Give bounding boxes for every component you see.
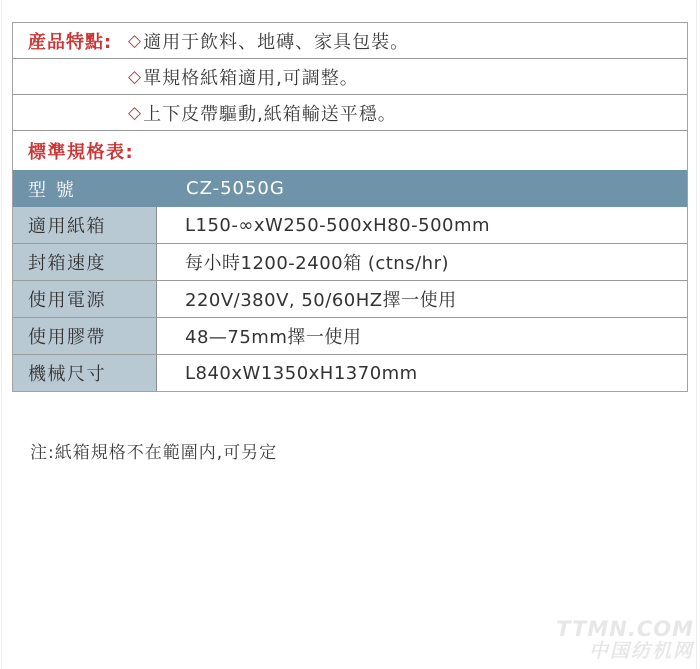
- table-row: [13, 281, 687, 318]
- diamond-bullet-icon: ◇: [128, 102, 142, 123]
- table-row: [13, 207, 687, 244]
- diamond-bullet-icon: ◇: [128, 30, 142, 51]
- model-header-label: 型 號: [28, 179, 76, 201]
- spec-row-value: L150-∞xW250-500xH80-500mm: [185, 214, 491, 236]
- watermark: [556, 617, 694, 663]
- spec-row-value: L840xW1350xH1370mm: [185, 362, 418, 384]
- spec-table: [13, 170, 687, 391]
- feature-text-3: 上下皮帶驅動,紙箱輸送平穩。: [143, 103, 397, 125]
- feature-text-1: 適用于飲料、地磚、家具包裝。: [143, 31, 410, 53]
- spec-heading-row: [13, 131, 687, 170]
- feature-row-2: [13, 59, 687, 95]
- page-edge-line-left: [1, 0, 2, 669]
- spec-row-value: 220V/380V, 50/60HZ擇一使用: [185, 290, 457, 311]
- spec-sheet: [12, 22, 688, 392]
- feature-text-2: 單規格紙箱適用,可調整。: [143, 67, 359, 89]
- spec-table-heading: 標準規格表:: [28, 141, 135, 163]
- table-row: [13, 318, 687, 355]
- spec-row-label: 使用膠帶: [13, 318, 157, 354]
- page-edge-line-right: [696, 0, 697, 669]
- spec-row-value: 每小時1200-2400箱 (ctns/hr): [185, 253, 449, 274]
- table-row: [13, 355, 687, 391]
- spec-row-value: 48—75mm擇一使用: [185, 327, 362, 348]
- spec-row-label: 使用電源: [13, 281, 157, 317]
- note-text: 注:紙箱規格不在範圍内,可另定: [30, 443, 278, 463]
- spec-table-header-row: [13, 170, 687, 207]
- diamond-bullet-icon: ◇: [128, 66, 142, 87]
- model-header-value: CZ-5050G: [186, 178, 285, 199]
- spec-row-label: 封箱速度: [13, 244, 157, 280]
- features-heading: 産品特點:: [28, 31, 113, 53]
- table-row: [13, 244, 687, 281]
- spec-row-label: 適用紙箱: [13, 207, 157, 243]
- feature-row-1: [13, 23, 687, 59]
- watermark-line2: 中国纺机网: [588, 640, 694, 663]
- feature-row-3: [13, 95, 687, 131]
- spec-row-label: 機械尺寸: [13, 355, 157, 391]
- watermark-line1: TTMN.COM: [556, 617, 694, 642]
